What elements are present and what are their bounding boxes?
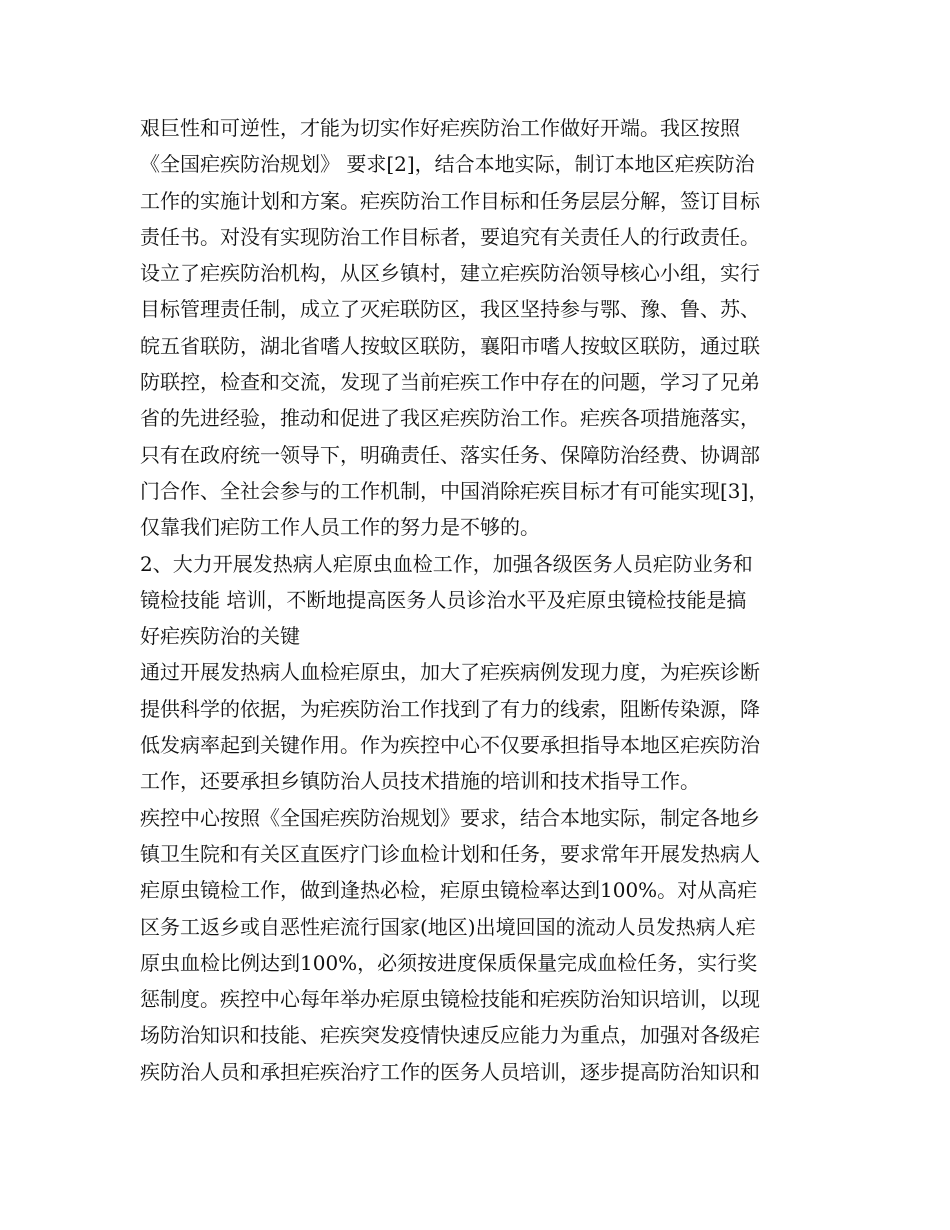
text-line: 只有在政府统一领导下，明确责任、落实任务、保障防治经费、协调部 bbox=[140, 442, 760, 467]
text-line: 原虫血检比例达到100%，必须按进度保质保量完成血检任务，实行奖 bbox=[140, 950, 758, 975]
text-line: 疾控中心按照《全国疟疾防治规划》要求，结合本地实际，制定各地乡 bbox=[140, 805, 760, 830]
section-heading-line: 2、大力开展发热病人疟原虫血检工作，加强各级医务人员疟防业务和 bbox=[140, 551, 753, 576]
document-body bbox=[140, 110, 820, 1090]
text-line: 省的先进经验，推动和促进了我区疟疾防治工作。疟疾各项措施落实， bbox=[140, 406, 760, 431]
text-line: 通过开展发热病人血检疟原虫，加大了疟疾病例发现力度，为疟疾诊断 bbox=[140, 660, 760, 685]
text-line: 工作，还要承担乡镇防治人员技术措施的培训和技术指导工作。 bbox=[140, 769, 700, 794]
text-line: 镇卫生院和有关区直医疗门诊血检计划和任务，要求常年开展发热病人 bbox=[140, 841, 760, 866]
text-line: 惩制度。疾控中心每年举办疟原虫镜检技能和疟疾防治知识培训，以现 bbox=[140, 987, 760, 1012]
text-line: 提供科学的依据，为疟疾防治工作找到了有力的线索，阻断传染源，降 bbox=[140, 696, 760, 721]
text-line: 皖五省联防，湖北省嗜人按蚊区联防，襄阳市嗜人按蚊区联防，通过联 bbox=[140, 333, 760, 358]
section-heading-line: 镜检技能 培训，不断地提高医务人员诊治水平及疟原虫镜检技能是搞 bbox=[140, 587, 747, 612]
text-line: 工作的实施计划和方案。疟疾防治工作目标和任务层层分解，签订目标 bbox=[140, 188, 760, 213]
text-line: 门合作、全社会参与的工作机制，中国消除疟疾目标才有可能实现[3]， bbox=[140, 478, 769, 503]
text-line: 区务工返乡或自恶性疟流行国家(地区)出境回国的流动人员发热病人疟 bbox=[140, 914, 756, 939]
text-line: 《全国疟疾防治规划》 要求[2]，结合本地实际，制订本地区疟疾防治 bbox=[140, 152, 755, 177]
text-line: 场防治知识和技能、疟疾突发疫情快速反应能力为重点，加强对各级疟 bbox=[140, 1023, 760, 1048]
text-line: 设立了疟疾防治机构，从区乡镇村，建立疟疾防治领导核心小组，实行 bbox=[140, 261, 760, 286]
text-line: 疟原虫镜检工作，做到逢热必检，疟原虫镜检率达到100%。对从高疟 bbox=[140, 878, 758, 903]
text-line: 疾防治人员和承担疟疾治疗工作的医务人员培训，逐步提高防治知识和 bbox=[140, 1059, 760, 1084]
text-line: 目标管理责任制，成立了灭疟联防区，我区坚持参与鄂、豫、鲁、苏、 bbox=[140, 297, 760, 322]
section-heading-line: 好疟疾防治的关键 bbox=[140, 624, 300, 649]
text-line: 防联控，检查和交流，发现了当前疟疾工作中存在的问题，学习了兄弟 bbox=[140, 370, 760, 395]
text-line: 仅靠我们疟防工作人员工作的努力是不够的。 bbox=[140, 515, 540, 540]
text-line: 低发病率起到关键作用。作为疾控中心不仅要承担指导本地区疟疾防治 bbox=[140, 733, 760, 758]
text-line: 艰巨性和可逆性，才能为切实作好疟疾防治工作做好开端。我区按照 bbox=[140, 116, 740, 140]
text-line: 责任书。对没有实现防治工作目标者，要追究有关责任人的行政责任。 bbox=[140, 224, 760, 249]
